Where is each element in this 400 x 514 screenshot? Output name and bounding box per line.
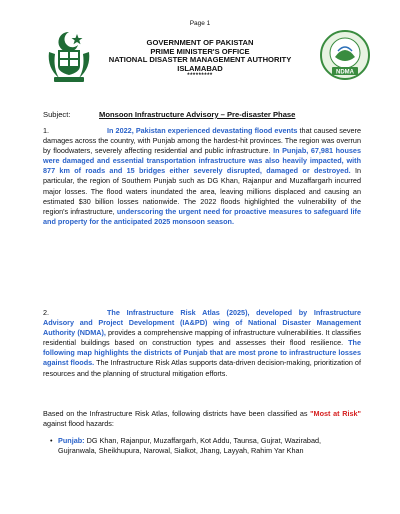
body-text: that caused severe damages across the country, with Punjab among the hardest-hit provinces. The region was overrun by floodwaters, severely affecting residential and public infrastructure. [43, 126, 361, 156]
ndma-logo-text: NDMA [336, 69, 354, 76]
header-city: ISLAMABAD [177, 63, 223, 73]
header-stars: ********* [187, 73, 213, 80]
province-label: Punjab: [58, 436, 85, 445]
paragraph-3 [43, 409, 361, 429]
header-office: PRIME MINISTER'S OFFICE [150, 46, 250, 56]
paragraph-1 [43, 126, 361, 227]
most-at-risk-text: "Most at Risk" [310, 409, 361, 418]
subject-line [43, 110, 295, 119]
body-text: provides a comprehensive mapping of infrastructure vulnerabilities. It classifies residential buildings based on construction types and assesses their flood resilience. [43, 328, 361, 348]
highlight-text: The following map highlights the districts of Punjab that are most prone to infrastructure losses against floods. [43, 338, 361, 368]
subject-label: Subject: [43, 110, 71, 119]
body-text: against flood hazards: [43, 419, 114, 429]
paragraph-number: 1. [43, 126, 50, 135]
district-names: DG Khan, Rajanpur, Muzaffargarh, Kot Addu, Taunsa, Gujrat, Wazirabad, Gujranwala, Sheikhupura, Narowal, Sialkot, Jhang, Layyah, Rahim Yar Khan [58, 436, 322, 456]
highlight-text: underscoring the urgent need for proactive measures to safeguard life and property for the anticipated 2025 monsoon season. [43, 206, 362, 226]
subject-title: Monsoon Infrastructure Advisory – Pre-disaster Phase [99, 110, 296, 119]
district-list-item [50, 436, 361, 456]
highlight-text: The Infrastructure Risk Atlas (2025), developed by Infrastructure Advisory and Project Development (IA&PD) wing of National Disaster Management Authority (NDMA), [43, 308, 361, 338]
body-text: Based on the Infrastructure Risk Atlas, following districts have been classified as [43, 409, 311, 418]
header-authority: NATIONAL DISASTER MANAGEMENT AUTHORITY [108, 55, 292, 65]
page-number: Page 1 [189, 20, 211, 27]
body-text: In particular, the region of Southern Punjab such as DG Khan, Rajanpur and Muzaffargarh incurred major losses. The flood waters inundated the area, leaving millions displaced and causing an estimated $30 billion losses nationwide. The 2022 floods highlighted the vulnerability of the region's infrastructure, [43, 166, 362, 216]
body-text: The Infrastructure Risk Atlas supports data-driven decision-making, prioritization of resources and the planning of structural mitigation efforts. [43, 358, 361, 378]
letterhead [0, 39, 400, 79]
highlight-text: In Punjab, 67,981 houses were damaged and essential transportation infrastructure was also heavily impacted, with 877 km of roads and 15 bridges either severely disrupted, damaged or destroyed. [43, 146, 361, 176]
bullet-icon: • [50, 436, 53, 445]
header-government: GOVERNMENT OF PAKISTAN [146, 38, 254, 47]
paragraph-number: 2. [43, 308, 50, 317]
paragraph-2 [43, 308, 361, 379]
highlight-text: In 2022, Pakistan experienced devastating flood events [107, 126, 298, 135]
